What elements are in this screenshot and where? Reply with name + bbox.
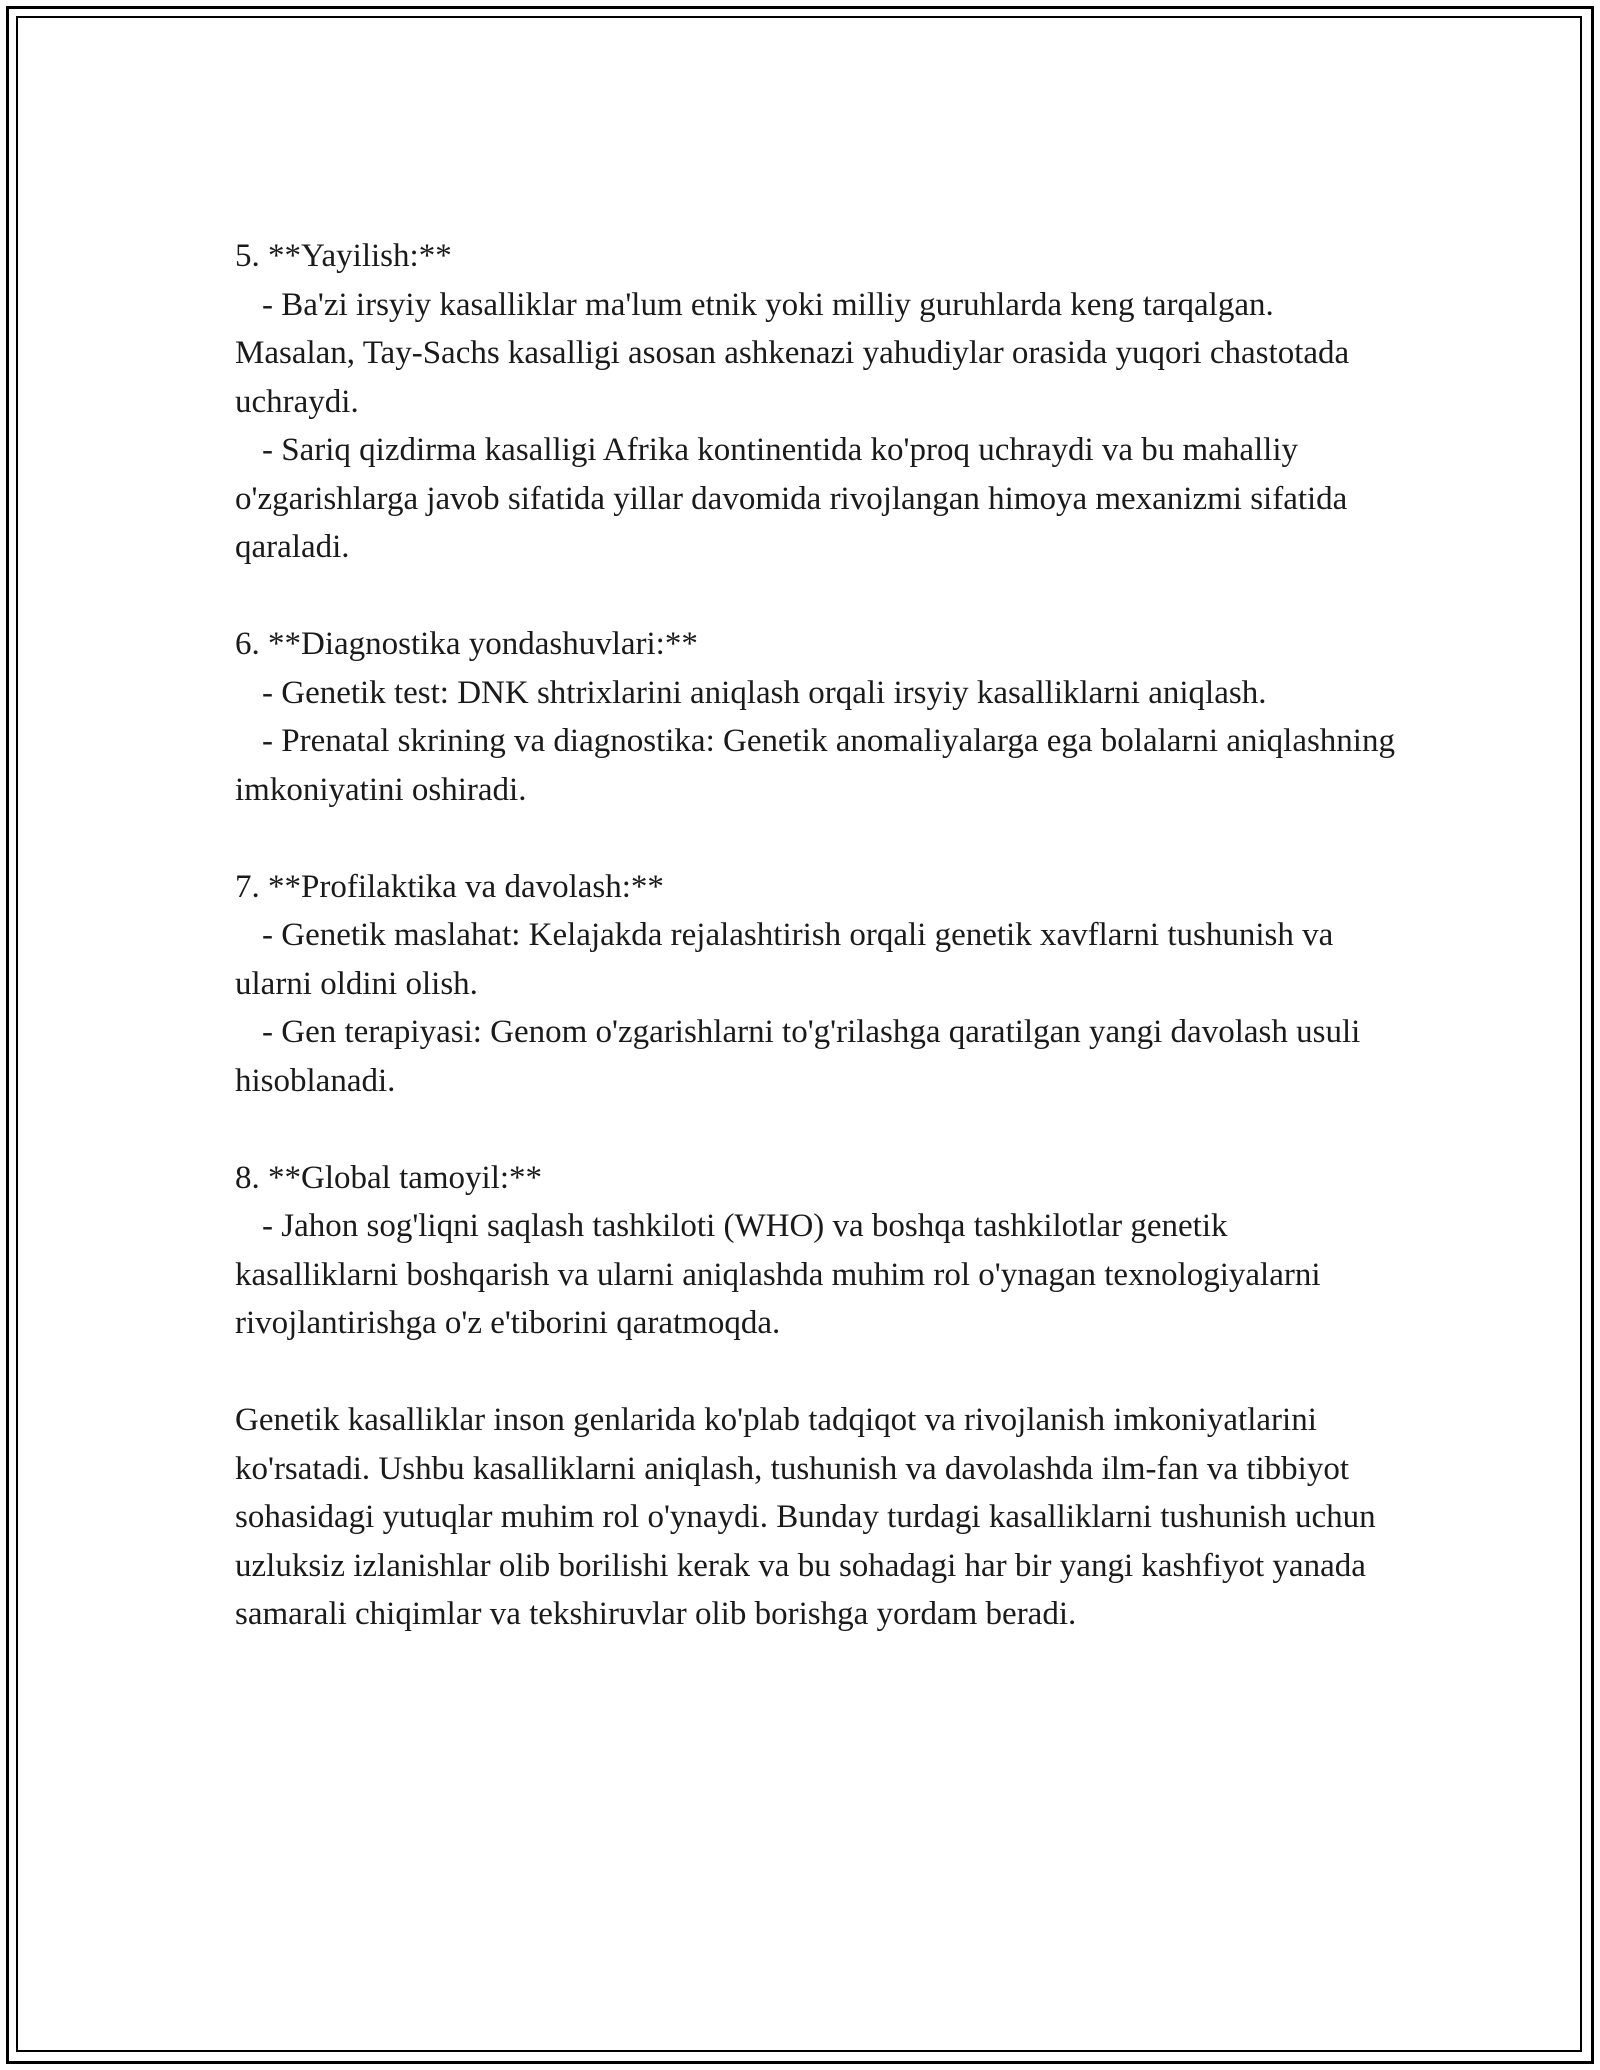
section-heading: 6. **Diagnostika yondashuvlari:** [235,626,698,662]
paragraph-gap [235,1348,1395,1397]
bullet-item: - Genetik test: DNK shtrixlarini aniqlash orqali irsyiy kasalliklarni aniqlash. [262,674,1267,711]
paragraph-gap [235,1105,1395,1154]
section-heading: 7. **Profilaktika va davolash:** [235,868,664,905]
section-heading: 8. **Global tamoyil:** [235,1159,543,1196]
conclusion-paragraph: Genetik kasalliklar inson genlarida ko'plab tadqiqot va rivojlanish imkoniyatlarini ko'rsatadi. Ushbu kasalliklarni aniqlash, tushunish va davolashda ilm-fan va tibbiyot sohasidagi yutuqlar muhim rol o'ynaydi. Bunday turdagi kasalliklarni tushunish uchun uzluksiz izlanishlar olib borilishi kerak va bu sohadagi har bir yangi kashfiyot yanada samarali chiqimlar va tekshiruvlar olib borishga yordam beradi. [235,1402,1384,1632]
section-heading: 5. **Yayilish:** [235,238,452,274]
paragraph-gap [235,572,1395,621]
bullet-item: - Prenatal skrining va diagnostika: Genetik anomaliyalarga ega bolalarni aniqlashning imkoniyatini oshiradi. [235,723,1395,808]
section-diagnostika [235,620,1395,814]
bullet-item: - Jahon sog'liqni saqlash tashkiloti (WHO) va boshqa tashkilotlar genetik kasalliklarni boshqarish va ularni aniqlashda muhim rol o'ynagan texnologiyalarni rivojlantirishga o'z e'tiborini qaratmoqda. [235,1208,1321,1341]
bullet-item: - Genetik maslahat: Kelajakda rejalashtirish orqali genetik xavflarni tushunish va ularni oldini olish. [235,917,1334,1002]
section-profilaktika [235,863,1395,1106]
bullet-item: - Ba'zi irsyiy kasalliklar ma'lum etnik yoki milliy guruhlarda keng tarqalgan. Masalan, Tay-Sachs kasalligi asosan ashkenazi yahudiylar orasida yuqori chastotada uchraydi. [235,286,1350,420]
section-global [235,1154,1395,1348]
section-yayilish [235,232,1395,572]
bullet-item: - Gen terapiyasi: Genom o'zgarishlarni to'g'rilashga qaratilgan yangi davolash usuli hisoblanadi. [235,1014,1361,1099]
bullet-item: - Sariq qizdirma kasalligi Afrika kontinentida ko'proq uchraydi va bu mahalliy o'zgarishlarga javob sifatida yillar davomida rivojlangan himoya mexanizmi sifatida qaraladi. [235,432,1348,565]
paragraph-gap [235,814,1395,863]
document-body [235,232,1395,1639]
